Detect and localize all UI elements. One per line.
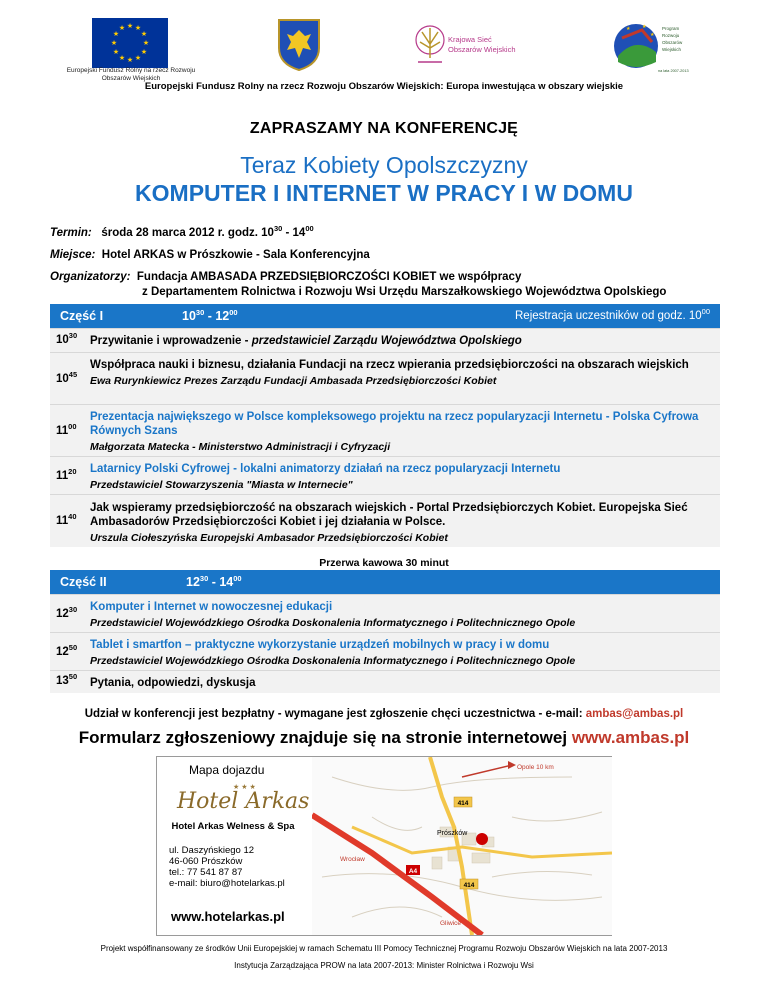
logo-strip [0, 16, 768, 82]
svg-text:★: ★ [134, 54, 142, 62]
footer-authority: Instytucja Zarządzająca PROW na lata 2007-2013: Minister Rolnictwa i Rozwoju Wsi [234, 961, 534, 970]
website-link[interactable]: www.ambas.pl [571, 728, 690, 747]
miejsce-value: Hotel ARKAS w Prószkowie - Sala Konferencyjna [101, 249, 370, 261]
agenda-row [50, 494, 720, 547]
road-a4-label: A4 [408, 868, 418, 875]
address-line: e-mail: biuro@hotelarkas.pl [169, 878, 285, 889]
agenda-time: $10^{30}$ [56, 331, 78, 346]
hotel-name: Hotel Arkas Welness & Spa [171, 821, 295, 832]
org-line-2 [142, 285, 666, 300]
agenda-time: $11^{40}$ [56, 512, 77, 527]
road-414b-label: 414 [463, 882, 475, 889]
opolskie-crest-logo [275, 18, 323, 72]
svg-text:★: ★ [110, 39, 118, 47]
agenda-time: $10^{45}$ [56, 370, 78, 385]
agenda-speaker: Przedstawiciel Stowarzyszenia "Miasta w Internecie" [90, 479, 353, 491]
wroclaw-label: Wrocław [340, 856, 365, 863]
agenda-time: $12^{30}$ [56, 605, 78, 620]
conference-subtitle: Teraz Kobiety Opolszczyzny [240, 152, 528, 178]
hotel-logo: Hotel Arkas [177, 789, 310, 814]
miejsce-label: Miejsce: [50, 249, 96, 261]
miejsce-line [50, 248, 370, 263]
eafrd-line: Europejski Fundusz Rolny na rzecz Rozwoju Obszarów Wiejskich: Europa inwestująca w obszary wiejskie [144, 81, 624, 92]
part2-header [50, 570, 720, 594]
svg-text:★: ★ [112, 48, 120, 56]
eu-stars-icon [92, 18, 168, 68]
part2-box [50, 570, 720, 693]
part1-time: $10^{30} - 12^{00}$ [182, 308, 238, 323]
agenda-speaker: Urszula Ciołeszyńska Europejski Ambasador Przedsiębiorczości Kobiet [90, 532, 448, 544]
part1-box [50, 304, 720, 547]
agenda-time: $12^{50}$ [56, 643, 78, 658]
hotel-address [169, 845, 285, 889]
svg-text:★: ★ [142, 39, 150, 47]
agenda-time: $11^{00}$ [56, 422, 77, 437]
prow-logo [612, 16, 692, 78]
form-info: Formularz zgłoszeniowy znajduje się na stronie internetowej www.ambas.pl [78, 728, 690, 747]
agenda-text: Tablet i smartfon – praktyczne wykorzystanie urządzeń mobilnych w pracy i w domu Przedstawiciel Wojewódzkiego Ośrodka Doskonalenia Informatycznego i Politechnicznego Opole [90, 638, 710, 668]
road-map [312, 757, 612, 935]
org-value-1: Fundacja AMBASADA PRZEDSIĘBIORCZOŚCI KOBIET we współpracy [136, 271, 522, 283]
agenda-row [50, 456, 720, 494]
conference-title: KOMPUTER I INTERNET W PRACY I W DOMU [135, 180, 633, 206]
map-box [156, 756, 612, 936]
address-line: ul. Daszyńskiego 12 [169, 845, 255, 856]
agenda-row [50, 404, 720, 456]
termin-value: środa 28 marca 2012 r. godz. 10 [101, 227, 274, 239]
svg-text:★: ★ [626, 26, 631, 32]
hotel-location-pin-icon [476, 833, 488, 845]
participation-info: Udział w konferencji jest bezpłatny - wymagane jest zgłoszenie chęci uczestnictwa - e-mail: ambas@ambas.pl [84, 708, 684, 720]
agenda-text: Komputer i Internet w nowoczesnej edukacji Przedstawiciel Wojewódzkiego Ośrodka Doskonalenia Informatycznego i Politechnicznego Opole [90, 600, 710, 630]
termin-sup-1: 30 [273, 224, 283, 233]
svg-text:★: ★ [118, 54, 126, 62]
prow-text-4: Wiejskich [662, 47, 682, 52]
hotel-website-link[interactable]: www.hotelarkas.pl [171, 909, 285, 924]
ksow-text-2: Obszarów Wiejskich [448, 45, 516, 54]
agenda-row [50, 352, 720, 404]
email-link[interactable]: ambas@ambas.pl [585, 708, 684, 720]
agenda-row [50, 594, 720, 632]
hotel-stars-icon: ★★★ [233, 784, 258, 791]
coffee-break: Przerwa kawowa 30 minut [319, 557, 449, 569]
svg-text:★: ★ [118, 24, 126, 32]
eu-flag-logo [92, 18, 168, 68]
agenda-time: $13^{50}$ [56, 672, 78, 687]
road-414-label: 414 [457, 800, 469, 807]
svg-text:★: ★ [112, 30, 120, 38]
ksow-text-1: Krajowa Sieć [448, 35, 492, 44]
part1-header [50, 304, 720, 328]
part1-label: Część I [60, 309, 104, 323]
agenda-row [50, 632, 720, 670]
termin-mid: - 14 [282, 227, 306, 239]
prow-text-5: na lata 2007-2013 [658, 69, 689, 73]
termin-sup-2: 00 [305, 224, 314, 233]
org-label: Organizatorzy: [50, 271, 131, 283]
svg-text:★: ★ [126, 22, 134, 30]
svg-text:★: ★ [650, 32, 655, 38]
org-value-2: z Departamentem Rolnictwa i Rozwoju Wsi Urzędu Marszałkowskiego Województwa Opolskiego [142, 286, 667, 298]
address-line: 46-060 Prószków [169, 856, 243, 867]
agenda-text: Jak wspieramy przedsiębiorczość na obszarach wiejskich - Portal Przedsiębiorczych Kobiet. Europejska Sieć Ambasadorów Przedsiębiorczości Kobiet i jej działania w Polsce. Urszula Ciołeszyńska Europejski Ambasador Przedsiębiorczości Kobiet [90, 501, 710, 545]
svg-text:★: ★ [126, 56, 134, 64]
agenda-text: Prezentacja największego w Polsce kompleksowego projektu na rzecz popularyzacji Internetu - Polska Cyfrowa Równych Szans Małgorzata Matecka - Ministerstwo Administracji i Cyfryzacji [90, 410, 710, 454]
part2-label: Część II [60, 575, 107, 589]
svg-text:★: ★ [140, 48, 148, 56]
invite-heading: ZAPRASZAMY NA KONFERENCJĘ [249, 120, 519, 137]
part1-registration: Rejestracja uczestników od godz. $10^{00}$ [515, 307, 710, 322]
opole-label: Opole 10 km [517, 764, 554, 771]
agenda-speaker: Przedstawiciel Wojewódzkiego Ośrodka Doskonalenia Informatycznego i Politechnicznego Opole [90, 617, 576, 629]
proszkow-label: Prószków [437, 830, 468, 837]
agenda-text: Pytania, odpowiedzi, dyskusja [90, 677, 256, 689]
agenda-row [50, 328, 720, 352]
map-title: Mapa dojazdu [189, 763, 265, 777]
eu-caption: Europejski Fundusz Rolny na rzecz Rozwoju Obszarów Wiejskich [66, 67, 196, 82]
termin-label: Termin: [50, 227, 92, 239]
agenda-row [50, 670, 720, 693]
svg-text:★: ★ [134, 24, 142, 32]
agenda-speaker: Ewa Rurynkiewicz Prezes Zarządu Fundacji Ambasada Przedsiębiorczości Kobiet [90, 375, 497, 387]
agenda-time: $11^{20}$ [56, 467, 77, 482]
svg-text:★: ★ [140, 30, 148, 38]
agenda-speaker: Przedstawiciel Wojewódzkiego Ośrodka Doskonalenia Informatycznego i Politechnicznego Opole [90, 655, 576, 667]
org-line [50, 270, 521, 285]
svg-text:★: ★ [642, 24, 647, 30]
prow-text-1: Program [662, 26, 680, 31]
prow-text-3: Obszarów [662, 40, 683, 45]
agenda-speaker: Małgorzata Matecka - Ministerstwo Administracji i Cyfryzacji [90, 441, 391, 453]
prow-text-2: Rozwoju [662, 33, 680, 38]
address-line: tel.: 77 541 87 87 [169, 867, 243, 878]
termin-line [50, 226, 314, 241]
part2-time: $12^{30} - 14^{00}$ [186, 574, 242, 589]
agenda-text: Przywitanie i wprowadzenie - przedstawiciel Zarządu Województwa Opolskiego [90, 335, 522, 347]
footer-funding: Projekt współfinansowany ze środków Unii Europejskiej w ramach Schematu III Pomocy Technicznej Programu Rozwoju Obszarów Wiejskich na lata 2007-2013 [100, 944, 668, 953]
gliwice-label: Gliwice [440, 920, 461, 927]
ksow-logo [412, 18, 522, 72]
agenda-text: Latarnicy Polski Cyfrowej - lokalni animatorzy działań na rzecz popularyzacji Internetu Przedstawiciel Stowarzyszenia "Miasta w Internecie" [90, 462, 710, 492]
agenda-text: Współpraca nauki i biznesu, działania Fundacji na rzecz wpierania przedsiębiorczości na obszarach wiejskich Ewa Rurynkiewicz Prezes Zarządu Fundacji Ambasada Przedsiębiorczości Kobiet [90, 358, 710, 388]
